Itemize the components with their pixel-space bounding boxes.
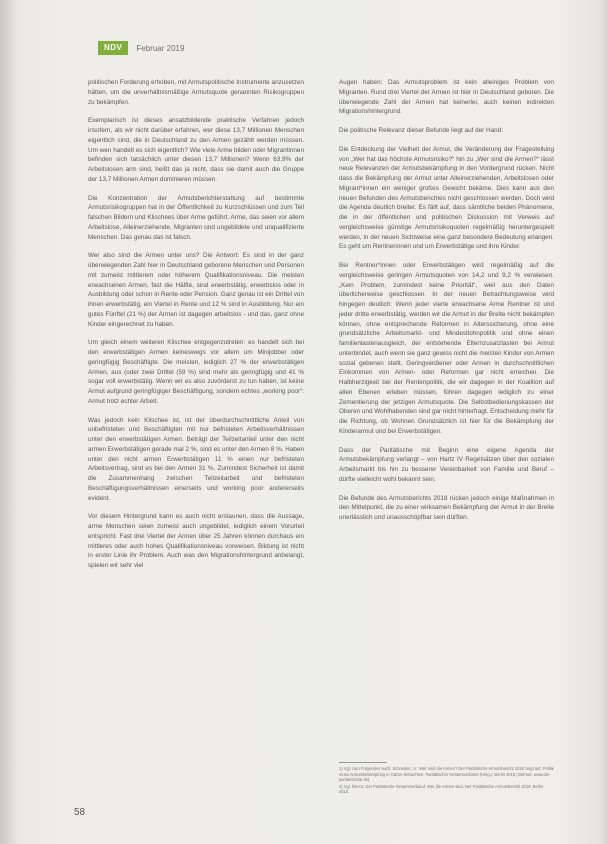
paragraph: Wer also sind die Armen unter uns? Die Antwort: Es sind in der ganz überwiegenden Zahl hier in Deutschland geborene Menschen und Personen mit zumeist mittlerem oder höherem Qualifikationsniveau. Die meisten erwachsenen Armen, fast die Hälfte, sind erwerbstätig, erwerbslos oder in Ausbildung oder schon in Rente oder Pension. Ganz genau ist ein Drittel von ihnen erwerbstätig, ein Viertel in Rente und 12 % sind in Ausbildung. Nur ein gutes Fünftel (21 %) der Armen ist dagegen arbeitslos - und das, ganz ohne Kinder eingerechnet zu haben.: [88, 252, 304, 328]
footnote: 1) Vgl. zum Folgenden auch: Schneider, U.: Wer sind die Armen? Der Paritätische Armutsbericht 2018 zeigt auf, Politik muss Armutsbekämpfung in Gänze betrachten. Paritätischer Gesamtverband (Hrsg.): Berlin 2018 (Internet: www.der-paritaetische.de).: [339, 766, 554, 783]
page-header: [98, 41, 184, 55]
paragraph: Dass der Paritätische mit Beginn eine eigene Agenda der Armutsbekämpfung verlangt – von Hartz IV Regelsätzen über den sozialen Arbeitsmarkt bis hin zu besserer Vereinbarkeit von Familie und Beruf – dürfte vielleicht wohl bekannt sein.: [339, 446, 554, 483]
footnotes: [339, 762, 554, 796]
paragraph: Bei Rentner*innen oder Erwerbstätigen wird regelmäßig auf die vergleichsweise geringen Armutsquoten von 14,2 und 9,2 % verwiesen. „Kein Problem, zumindest keine Priorität“, weil aus den Daten überlicherweise geschlossen. In der neuen Betrachtungsweise wird hingegen deutlich: Wenn jeder vierte erwachsene Arme Rentner ist und jeder dritte erwerbstätig, werden wir die Armut in der Breite nicht bekämpfen können, ohne entsprechende Reformen in Alterssicherung, ohne eine grundsätzliche Arbeitsmarkt- und Mindestlohnpolitik und ohne einen familienlastenausgleich, der entstehende Elternzusatzlasten bei Armut unterbindet, auch wenn sie ganz gewiss nicht die meisten Kinder von Armen sozial gebenen stellt. Geringverdiener oder Armen in durchschnittlichen Einkommen von Armen- oder Reformen gar nicht erreichen. Die Halbherzigkeit bei der Rentenpolitik, die wir dagegen in der Koalition auf allen Ebenen erleben müssen, führen dagegen lediglich zu einer Zementierung der jetzigen Armutsquote. Die Selbstbedienungskassen der Oberen und Wohlhabenden sind gar nicht hinterfragt. Entscheidung mehr für die Richtung, ob Wohnen Grundsätzlich ist hier für die Bekämpfung der Kinderarmut und bei Erwerbstätigen.: [339, 262, 554, 435]
paragraph: Die Befunde des Armutsberichts 2018 rücken jedoch einige Maßnahmen in den Mittelpunkt, die zu einer wirksamen Bekämpfung der Armut in der Breite unerlässlich und unausschöpfbar sein dürften.: [339, 494, 554, 521]
paragraph: politischen Forderung erhoben, mit Armutspolitische Instrumente anzusetzen hätten, um die unverhältnismäßige Armutsquote genannten Risikogruppen zu bekämpfen.: [88, 79, 304, 106]
paragraph: Augen haben: Das Armutsproblem ist kein alleiniges Problem von Migranten. Rund drei Viertel der Armen ist hier in Deutschland geboren. Die überwiegende Zahl der Armen hat keinerlei, auch keinen indirekten Migrationshintergrund.: [339, 79, 554, 116]
page-number: 58: [74, 807, 86, 818]
paragraph: Die Entdeckung der Vielheit der Armut, die Veränderung der Fragestellung von „Wer hat das höchste Armutsrisiko?“ hin zu „Wer sind die Armen?“ lässt neue Relevanzen der Armutsbekämpfung in den Vordergrund rücken. Nicht dass die Bekämpfung der Armut unter Alleinerziehenden, Arbeitslosen oder Migrant*innen ein weniger großes Gewicht bekäme. Dies kann aus den neuen Befunden des Armutsberichtes nicht geschlossen werden. Doch wird die Agenda deutlich breiter. Es fällt auf, dass sämtliche beiden Phänomene, die in der öffentlichen und politischen Diskussion mit Verweis auf vergleichsweise günstige Armutsrisikoquoten regelmäßig heruntergespielt werden, in der neuen Sichtweise eine ganz besondere Bedeutung erlangen. Es geht um Rentnerinnen und um Erwerbstätige und ihre Kinder.: [339, 145, 554, 251]
footnote-divider: [339, 762, 387, 763]
paragraph: Exemplarisch ist dieses ansatzbildende praktische Verfahren jedoch insofern, als wir nicht darüber erfahren, wer diese 13,7 Millionen Menschen eigentlich sind, die in Deutschland zu den Armen gezählt werden müssen. Um wen handelt es sich eigentlich? Wie viele Arme bilden oder Migrantinnen befinden sich tatsächlich unter diesen 13,7 Millionen? Wenn 63,9% der Arbeitslosen arm sind, heißt das ja nicht, dass sie damit auch die Gruppe der 13,7 Millionen Armen dominieren müssen.: [88, 117, 304, 183]
footnote: 2) Vgl. hierzu: Der Paritätische Gesamtverband: Wer die Armen sind. Der Paritätische Armutsbericht 2018. Berlin 2018.: [339, 783, 544, 795]
paragraph: Um gleich einem weiteren Klischee entgegenzutreten: es handelt sich bei den erwerbstätigen Armen keineswegs vor allem um Minijobber oder geringfügig Beschäftigte. Die meisten, lediglich 27 % der erwerbstätigen Armen, aus (oder zwei Drittel (59 %) sind mehr als geringfügig und 41 % sogar voll erwerbstätig. Wenn wir es also zuvörderst zu tun haben, ist keine Armut aufgrund geringfügiger Beschäftigung, sondern echtes „working poor“: Armut trotz echter Arbeit.: [88, 339, 304, 405]
left-column: [88, 78, 304, 580]
paragraph: Die politische Relevanz dieser Befunde liegt auf der Hand:: [339, 127, 503, 134]
right-column: [339, 78, 554, 532]
paragraph: Vor diesem Hintergrund kann es auch nicht erstaunen, dass die Aussage, arme Menschen seien zumeist auch ungebildet, lediglich einem Vorurteil entspricht. Fast drei Viertel der Armen über 25 Jahren können durchaus ein mittleres oder auch hohes Qualifikationsniveau vorweisen. Bildung ist nicht in erster Linie ihr Problem. Auch was den Migrationshintergrund anbelangt, spielen wir sehr viel: [88, 513, 304, 569]
paragraph: Was jedoch kein Klischee ist, ist der überdurchschnittliche Anteil von unbefristeten und Beschäftigten mit nur befristeten Arbeitsverhältnissen unter den erwerbstätigen Armen. Beträgt der Teilzeitanteil unter den nicht armen Erwerbstätigen gerade mal 2 %, sind es unter den Armen 8 %. Haben unter den nicht armen Erwerbstätigen 11 % einen nur befristeten Arbeitsvertrag, sind es bei den Armen 31 %. Zumindest Sicherheit ist damit die Zusammenhang zwischen Teilzeitarbeit und befristeten Beschäftigungsverhältnissen einerseits und working poor andererseits evident.: [88, 416, 304, 502]
section-badge: NDV: [98, 41, 128, 55]
issue-date: Februar 2019: [136, 43, 185, 53]
paragraph: Die Konzentration der Armutsberichterstattung auf bestimmte Armutsrisikogruppen hat in der Öffentlichkeit zu Kurzschlüssen und zum Teil falschen Bildern und Klischees über Arme geführt. Arme, das seien vor allem Arbeitslose, Alleinerziehende, Migranten und ungebildete und unqualifizierte Menschen. Das genau das ist falsch.: [88, 194, 304, 241]
